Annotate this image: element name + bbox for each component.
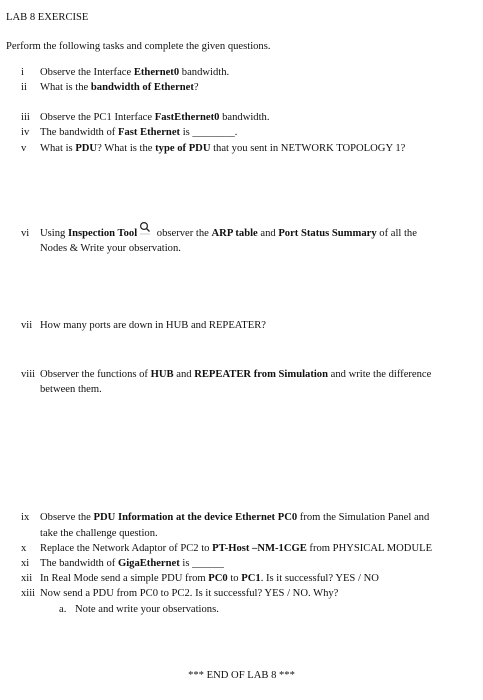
intro-text: Perform the following tasks and complete the given questions. — [6, 41, 271, 52]
question-number: xiii — [21, 588, 36, 599]
question-text: Using Inspection Tool observer the ARP table and Port Status Summary of all the — [40, 227, 417, 245]
question-text-line2: between them. — [40, 384, 102, 395]
question-number: iii — [21, 112, 30, 123]
question-number: iv — [21, 127, 30, 138]
question-text: Now send a PDU from PC0 to PC2. Is it successful? YES / NO. Why? — [40, 588, 339, 599]
question-text: Observer the functions of HUB and REPEATER from Simulation and write the difference — [40, 369, 432, 380]
question-text: The bandwidth of Fast Ethernet is ________. — [40, 127, 238, 138]
question-text: Observe the PC1 Interface FastEthernet0 bandwidth. — [40, 112, 270, 123]
question-number: v — [21, 143, 27, 154]
sub-question-label: a. — [59, 604, 67, 615]
sub-question-text: Note and write your observations. — [75, 604, 219, 615]
question-number: i — [21, 67, 24, 78]
question-text: Observe the PDU Information at the device Ethernet PC0 from the Simulation Panel and — [40, 512, 430, 523]
question-text: In Real Mode send a simple PDU from PC0 to PC1. Is it successful? YES / NO — [40, 573, 379, 584]
question-text: Observe the Interface Ethernet0 bandwidth. — [40, 67, 230, 78]
question-number: xii — [21, 573, 33, 584]
end-footer: *** END OF LAB 8 *** — [188, 670, 295, 681]
question-text: The bandwidth of GigaEthernet is ______ — [40, 558, 224, 569]
question-number: ix — [21, 512, 30, 523]
question-number: vi — [21, 228, 30, 239]
question-number: viii — [21, 369, 36, 380]
question-number: xi — [21, 558, 30, 569]
question-text: Replace the Network Adaptor of PC2 to PT-Host –NM-1CGE from PHYSICAL MODULE — [40, 543, 433, 554]
question-number: vii — [21, 320, 33, 331]
question-text-line2: Nodes & Write your observation. — [40, 243, 181, 254]
question-text: How many ports are down in HUB and REPEATER? — [40, 320, 266, 331]
question-number: x — [21, 543, 27, 554]
question-text: What is PDU? What is the type of PDU that you sent in NETWORK TOPOLOGY 1? — [40, 143, 406, 154]
question-number: ii — [21, 82, 27, 93]
magnifier-icon — [139, 221, 151, 239]
page-title: LAB 8 EXERCISE — [6, 12, 89, 23]
question-text-line2: take the challenge question. — [40, 528, 158, 539]
question-text: What is the bandwidth of Ethernet? — [40, 82, 199, 93]
